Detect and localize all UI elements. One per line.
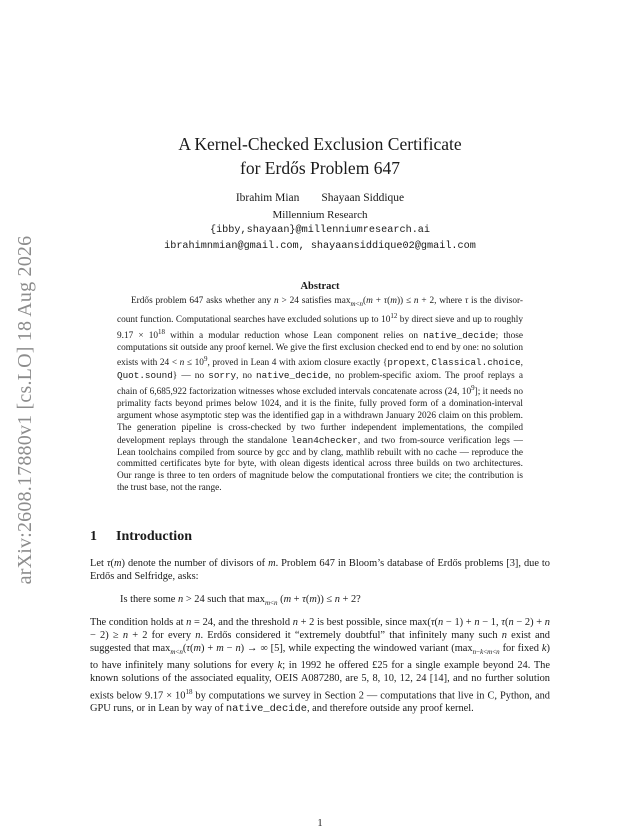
paragraph: Let τ(m) denote the number of divisors of m. Problem 647 in Bloom’s database of Erdős problems [3], due to Erdős and Selfridge, asks: (90, 558, 550, 583)
section-heading (90, 529, 550, 545)
email-line[interactable]: {ibby,shayaan}@millenniumresearch.ai (209, 225, 431, 236)
abstract-heading: Abstract (300, 281, 340, 292)
author-name: Ibrahim Mian (235, 192, 300, 204)
title-line-1: A Kernel-Checked Exclusion Certificate (178, 134, 462, 154)
author-name: Shayaan Siddique (321, 192, 405, 204)
problem-statement: Is there some n > 24 such that $\max_{m<n} (m + \tau(m)) \le n + 2$? (120, 594, 361, 608)
arxiv-identifier: arXiv:2608.17880v1 [cs.LO] 18 Aug 2026 (14, 235, 36, 585)
section-title: Introduction (116, 529, 192, 544)
paper-title (90, 132, 550, 180)
abstract-body: Erdős problem 647 asks whether any n > 24 satisfies $\max_{m<n}(m + \tau(m)) \le n + 2$, where τ is the divisor-count function. Computational searches have excluded solutions up to $10^{12}$ by direct sieve and up to roughly $9.17 \times 10^{18}$ within a modular reduction whose Lean component relies on native_decide; those computations sit outside any proof kernel. We give the first exclusion checked end to end by one: no solution exists with $24 < n \le 10^9$, proved in Lean 4 with axiom closure exactly {propext, Classical.choice, Quot.sound} — no sorry, no native_decide, no problem-specific axiom. The proof replays a chain of 6,685,922 factorization witnesses whose excluded intervals concatenate across (24, $10^9$]; it needs no primality facts beyond primes below 1024, and it is the finite, fully proved form of a domination-interval argument whose asymptotic step was the identified gap in a withdrawn January 2026 claim on this problem. The generation pipeline is cross-checked by two further independent implementations, the compiled development replays through the standalone lean4checker, and two from-source verification legs — Lean toolchains compiled from source by gcc and by clang, mathlib rebuilt with no cache — reproduce the committed certificates byte for byte, with olean digests identical across three builds on two architectures. Our range is three to ten orders of magnitude below the computational frontiers we cite; the contribution is the trust base, not the range. (117, 296, 523, 494)
email-line[interactable]: ibrahimnmian@gmail.com, shayaansiddique02@gmail.com (164, 241, 476, 252)
author-list (90, 191, 550, 206)
question-label: Is there some (120, 594, 176, 605)
paragraph: The condition holds at n = 24, and the threshold n + 2 is best possible, since max(τ(n − 1) + n − 1, τ(n − 2) + n − 2) ≥ n + 2 for every n. Erdős considered it “extremely doubtful” that infinitely many such n exist and suggested that $\max_{m<n}(\tau(m) + m - n)$ → ∞ [5], while expecting the windowed variant ($\max_{n-k<m<n}$ for fixed k) to have infinitely many solutions for every k; in 1992 he offered £25 for a single example beyond 24. The known solutions of the associated equality, OEIS A087280, are 5, 8, 10, 12, 24 [14], and no further solution exists below $9.17 \times 10^{18}$ by computations we survey in Section 2 — computations that live in C, Python, and GPU runs, or in Lean by way of native_decide, and therefore outside any proof kernel. (90, 617, 550, 716)
section-number: 1 (90, 529, 97, 544)
page-number: 1 (317, 818, 323, 829)
title-line-2: for Erdős Problem 647 (240, 158, 400, 178)
affiliation: Millennium Research (272, 209, 368, 221)
